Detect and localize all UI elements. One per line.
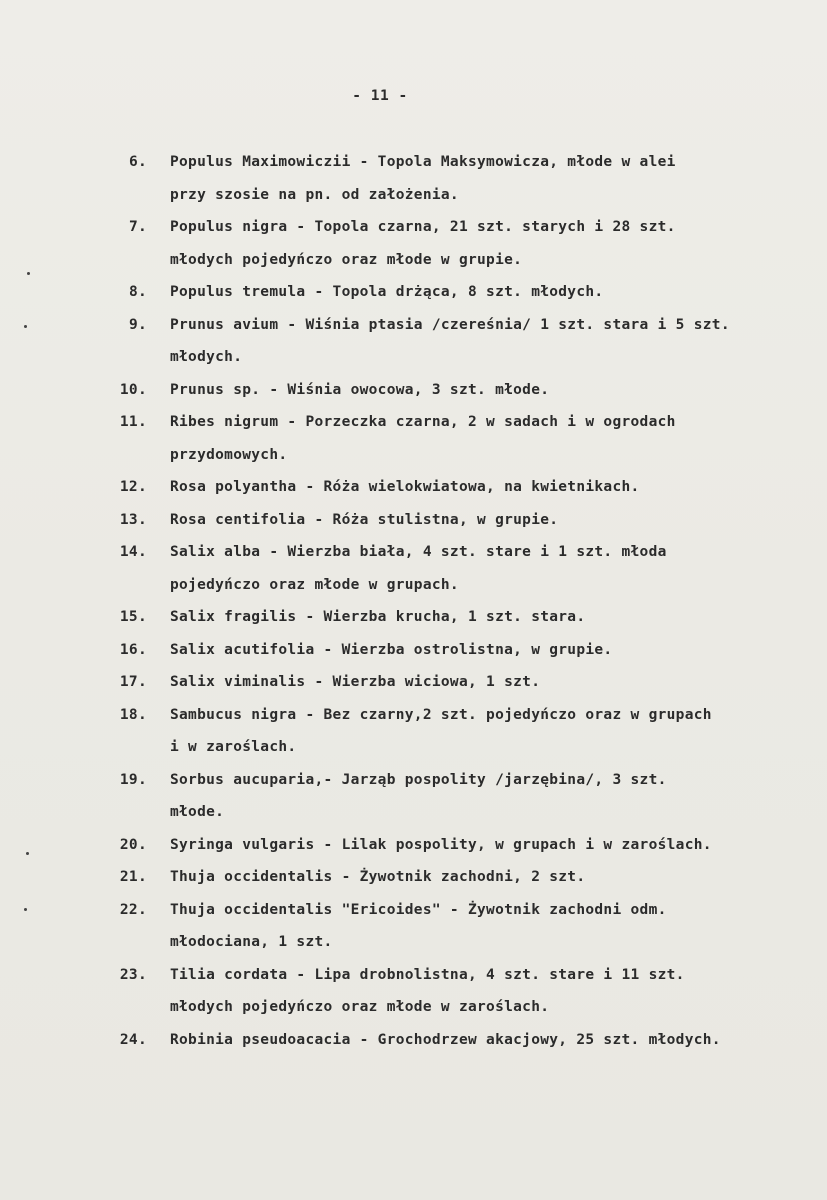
list-item <box>0 374 827 407</box>
item-text: Thuja occidentalis - Żywotnik zachodni, 2 szt. <box>170 869 586 885</box>
item-text: młodych pojedyńczo oraz młode w zaroślach. <box>170 999 550 1015</box>
list-item <box>0 504 827 537</box>
list-item <box>0 309 827 374</box>
item-text: Prunus avium - Wiśnia ptasia /czereśnia/ 1 szt. stara i 5 szt. <box>170 316 730 333</box>
item-text: przy szosie na pn. od założenia. <box>170 186 459 203</box>
item-text: Robinia pseudoacacia - Grochodrzew akacjowy, 25 szt. młodych. <box>170 1031 721 1048</box>
item-number: 20. <box>119 836 147 853</box>
list-item <box>0 634 827 667</box>
margin-mark <box>24 325 27 328</box>
item-number: 23. <box>119 966 147 983</box>
list-item <box>0 146 827 211</box>
margin-mark <box>27 272 30 275</box>
list-item <box>0 829 827 862</box>
item-text: Ribes nigrum - Porzeczka czarna, 2 w sadach i w ogrodach <box>170 414 676 430</box>
margin-mark <box>26 852 29 855</box>
list-item <box>0 276 827 309</box>
item-number: 16. <box>119 641 147 658</box>
item-text: Salix alba - Wierzba biała, 4 szt. stare i 1 szt. młoda <box>170 544 667 560</box>
list-item <box>0 471 827 504</box>
item-number: 18. <box>119 706 147 723</box>
item-text: Syringa vulgaris - Lilak pospolity, w grupach i w zaroślach. <box>170 836 712 853</box>
item-text: Salix viminalis - Wierzba wiciowa, 1 szt. <box>170 674 541 690</box>
item-text: Populus nigra - Topola czarna, 21 szt. starych i 28 szt. <box>170 219 676 235</box>
list-item <box>0 666 827 699</box>
list-item <box>0 861 827 894</box>
item-text: Sorbus aucuparia,- Jarząb pospolity /jarzębina/, 3 szt. <box>170 771 667 788</box>
item-text: młodych. <box>170 349 243 365</box>
item-text: Salix acutifolia - Wierzba ostrolistna, w grupie. <box>170 641 613 658</box>
item-text: Sambucus nigra - Bez czarny,2 szt. pojedyńczo oraz w grupach <box>170 706 712 723</box>
item-text: Salix fragilis - Wierzba krucha, 1 szt. stara. <box>170 609 586 625</box>
item-text: młodociana, 1 szt. <box>170 934 333 950</box>
item-number: 6. <box>128 154 147 170</box>
item-text: młodych pojedyńczo oraz młode w grupie. <box>170 251 523 268</box>
item-number: 7. <box>128 219 147 235</box>
list-item <box>0 536 827 601</box>
species-list <box>0 146 827 1056</box>
item-number: 17. <box>119 674 147 690</box>
page-number: - 11 - <box>352 88 408 104</box>
item-number: 21. <box>119 869 147 885</box>
item-number: 13. <box>119 511 147 528</box>
item-text: Rosa polyantha - Róża wielokwiatowa, na kwietnikach. <box>170 479 640 495</box>
list-item <box>0 699 827 764</box>
item-number: 12. <box>119 479 147 495</box>
item-text: Prunus sp. - Wiśnia owocowa, 3 szt. młode. <box>170 381 550 398</box>
item-text: Populus Maximowiczii - Topola Maksymowicza, młode w alei <box>170 154 676 170</box>
item-number: 19. <box>119 771 147 788</box>
list-item <box>0 1024 827 1057</box>
item-text: Populus tremula - Topola drżąca, 8 szt. młodych. <box>170 284 604 300</box>
item-number: 9. <box>128 316 147 333</box>
list-item <box>0 764 827 829</box>
list-item <box>0 601 827 634</box>
item-number: 10. <box>119 381 147 398</box>
list-item <box>0 894 827 959</box>
item-text: i w zaroślach. <box>170 739 297 755</box>
item-text: Rosa centifolia - Róża stulistna, w grupie. <box>170 511 559 528</box>
item-number: 14. <box>119 544 147 560</box>
item-text: Tilia cordata - Lipa drobnolistna, 4 szt. stare i 11 szt. <box>170 966 685 983</box>
item-number: 8. <box>128 284 147 300</box>
margin-mark <box>24 908 27 911</box>
item-number: 15. <box>119 609 147 625</box>
item-number: 11. <box>119 414 147 430</box>
item-text: Thuja occidentalis "Ericoides" - Żywotnik zachodni odm. <box>170 901 667 918</box>
list-item <box>0 211 827 276</box>
list-item <box>0 406 827 471</box>
item-number: 22. <box>119 901 147 918</box>
item-text: młode. <box>170 804 225 820</box>
item-text: przydomowych. <box>170 446 288 463</box>
item-text: pojedyńczo oraz młode w grupach. <box>170 576 459 593</box>
item-number: 24. <box>119 1031 147 1048</box>
list-item <box>0 959 827 1024</box>
